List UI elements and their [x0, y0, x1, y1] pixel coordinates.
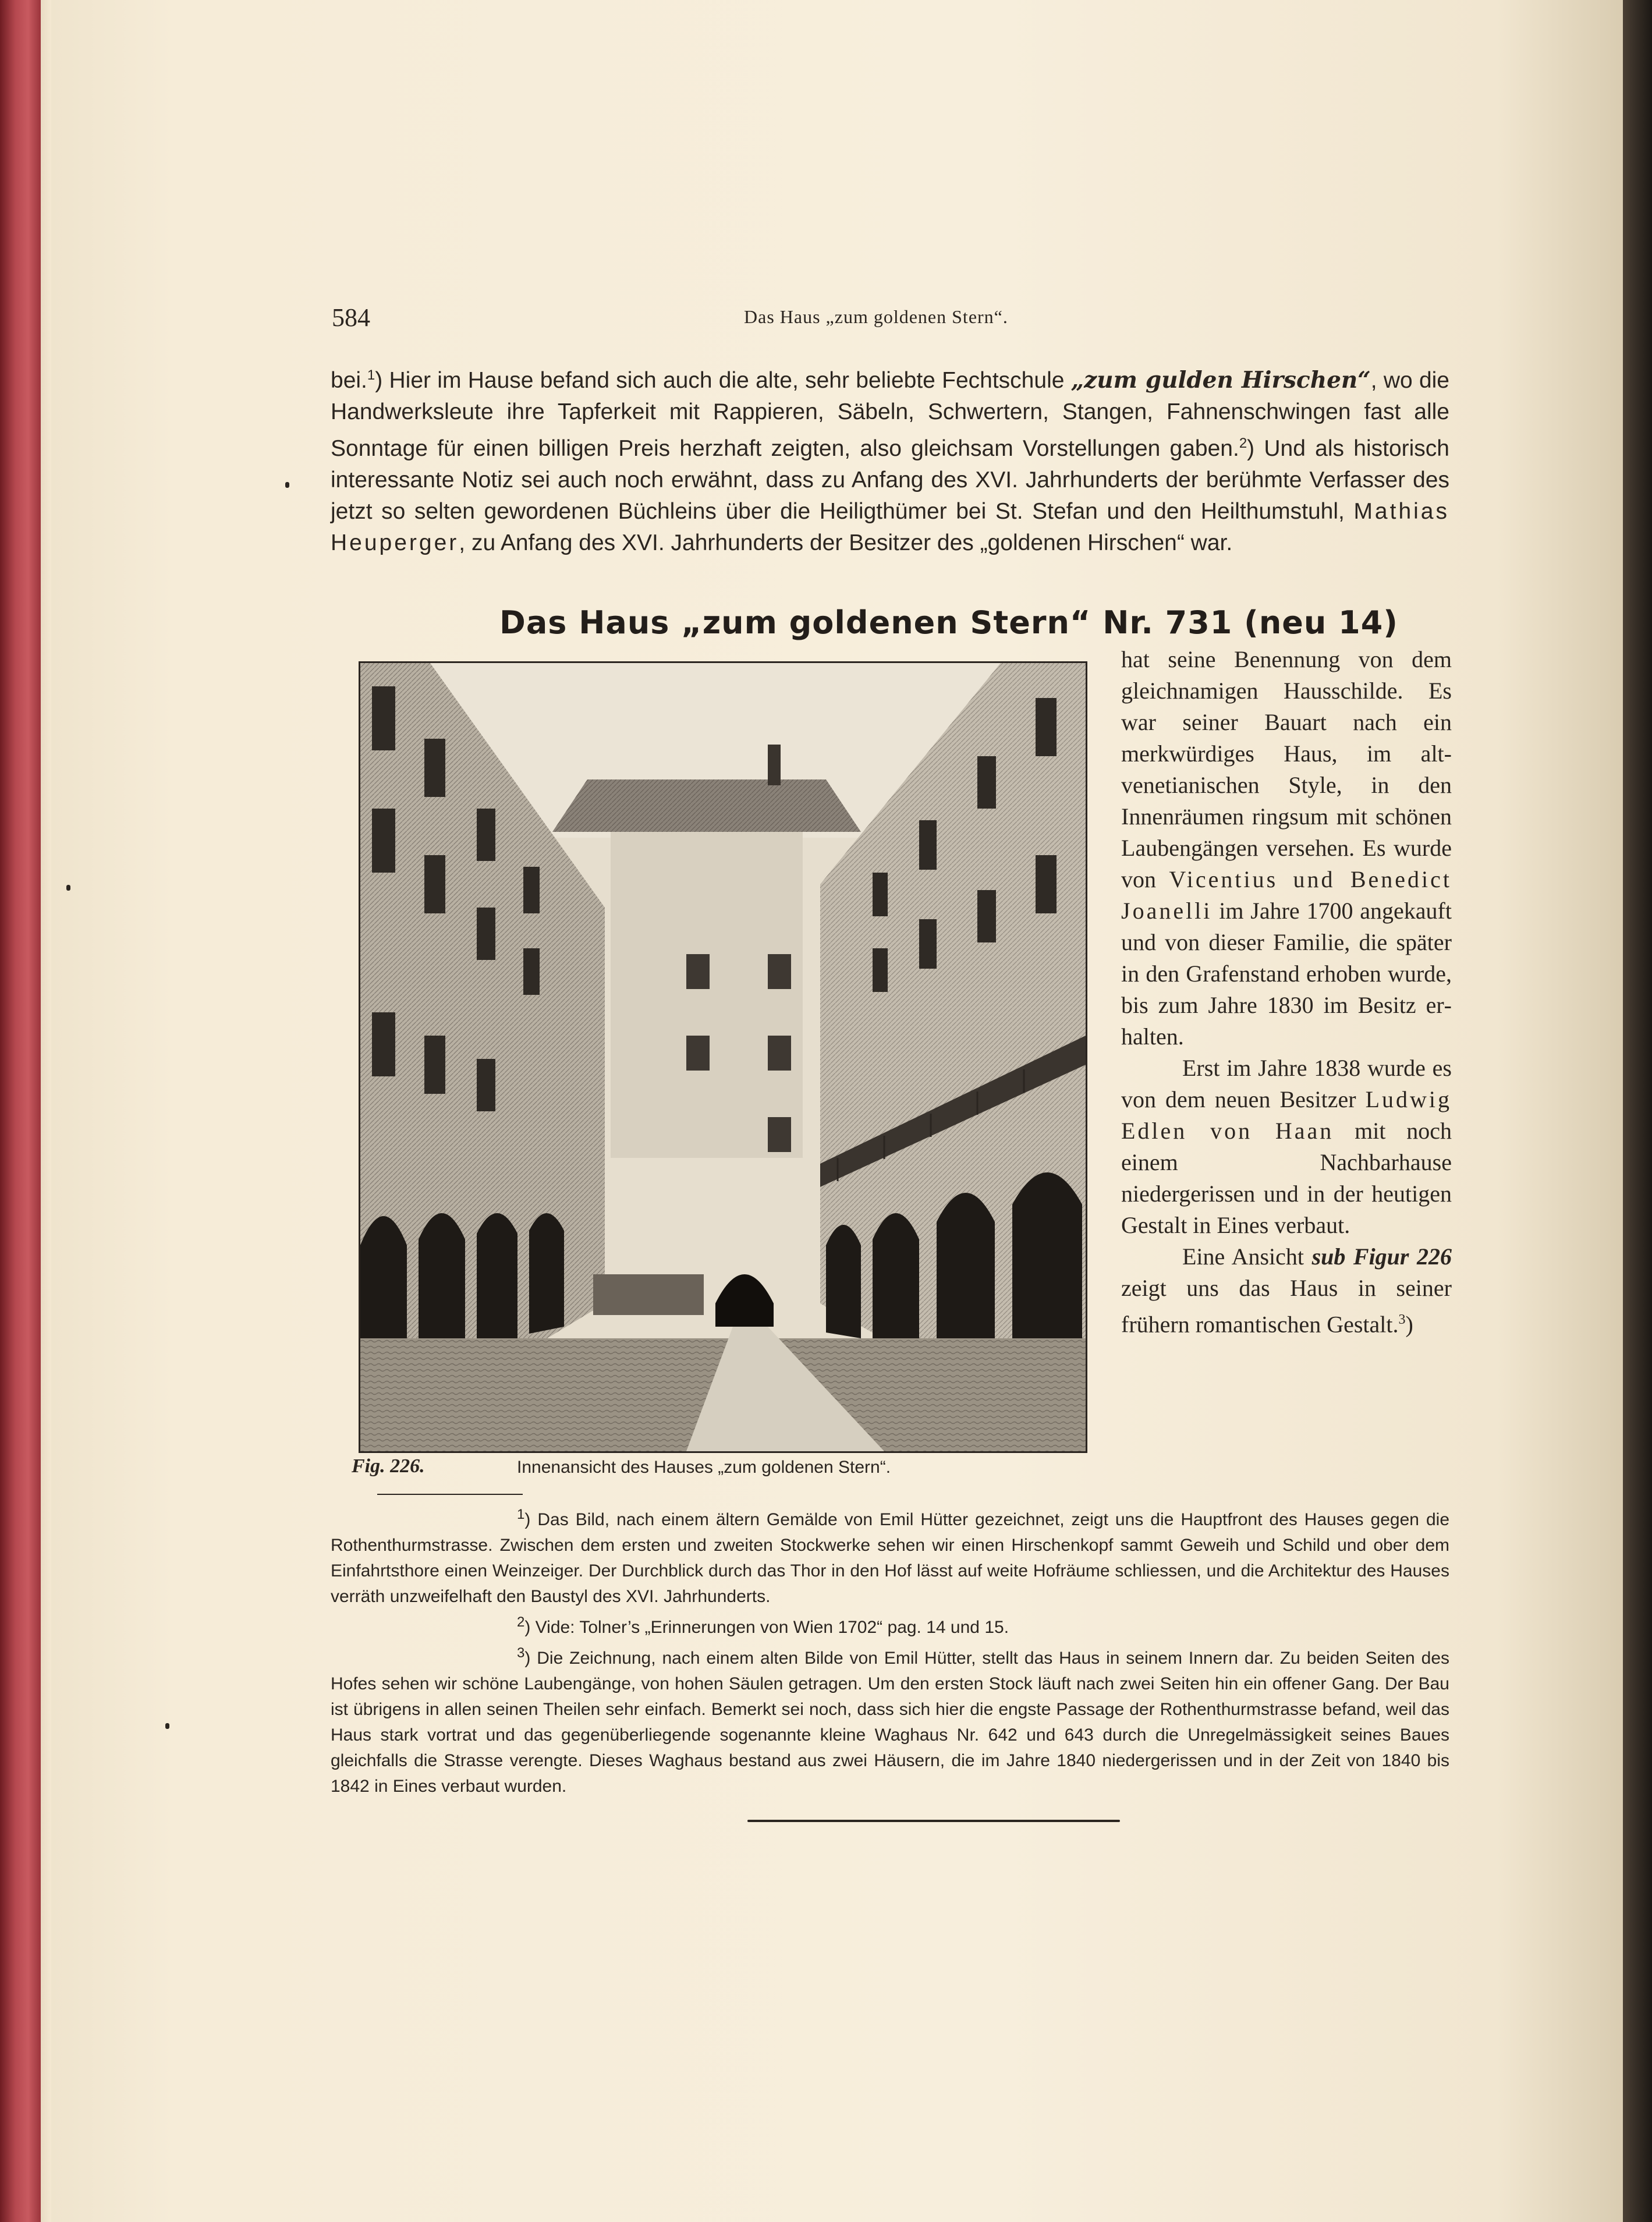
courtyard-illustration [360, 663, 1086, 1451]
ink-speck [285, 482, 289, 488]
book-binding-edge [0, 0, 51, 2222]
figure-label: Fig. 226. [352, 1455, 425, 1477]
right-column-text [1121, 644, 1452, 1340]
text-run: Erst im Jahre 1838 wurde es von dem neuen Besitzer [1121, 1055, 1452, 1112]
text-run: bei. [331, 368, 367, 393]
section-heading: Das Haus „zum goldenen Stern“ Nr. 731 (neu 14) [499, 604, 1398, 641]
text-run: mit noch einem Nachbarhause niedergerissen und in der heutigen Gestalt in Eines verbaut. [1121, 1118, 1452, 1238]
right-para-3 [1121, 1241, 1452, 1340]
text-run: hat seine Benennung von dem gleichnamigen Hausschilde. Es war seiner Bauart nach ein merkwürdiges Haus, im altvenetianischen Style, in den Innenräumen ringsum mit schönen Laubengängen versehen. Es wurde von [1121, 646, 1452, 892]
person-name: Ludwig Edlen von Haan [1121, 1086, 1452, 1144]
footnote-text: ) Die Zeichnung, nach einem alten Bilde von Emil Hütter, stellt das Haus in seinem Innern dar. Zu beiden Seiten des Hofes sehen wir schöne Laubengänge, von hohen Säulen getragen. Um den ersten Stock läuft nach zwei Seiten hin ein offener Gang. Der Bau ist übrigens in allen seinen Theilen sehr einfach. Bemerkt sei noch, dass sich hier die engste Passage der Rothenthurmstrasse befand, weil das Haus stark vortrat und das gegenüberliegende sogenannte kleine Waghaus Nr. 642 und 643 durch die Unregelmässigkeit seines Baues gleichfalls die Strasse verengte. Dieses Waghaus bestand aus zwei Häusern, die im Jahre 1840 niedergerissen und in der Zeit von 1840 bis 1842 in Eines verbaut wurden. [331, 1649, 1449, 1796]
ink-speck [66, 885, 70, 891]
intro-paragraph [331, 360, 1449, 559]
text-run: im Jahre 1700 angekauft und von dieser Familie, die später in den Grafenstand erhoben wurde, bis zum Jahre 1830 im Besitz erhalten. [1121, 898, 1452, 1050]
footnote-ref-3: 3 [1398, 1312, 1406, 1327]
right-para-1 [1121, 644, 1452, 1052]
text-run: ) Hier im Hause befand sich auch die alte, sehr beliebte Fechtschule [375, 368, 1071, 393]
footnote-ref-2: 2 [1239, 435, 1247, 451]
text-run: zeigt uns das Haus in seiner frühern romantischen Gestalt. [1121, 1275, 1452, 1338]
figure-reference: sub Figur 226 [1311, 1243, 1452, 1270]
footnote-1 [331, 1502, 1449, 1610]
footnote-mark: 1 [517, 1507, 525, 1522]
right-para-2 [1121, 1052, 1452, 1241]
text-run: , zu Anfang des XVI. Jahrhunderts der Besitzer des „goldenen Hirschen“ war. [459, 530, 1233, 555]
text-run: , wo die Handwerksleute ihre Tapferkeit mit Rappieren, Säbeln, Schwertern, Stangen, Fahnenschwingen fast alle Sonntage für einen billigen Preis herzhaft zeigten, also gleichsam Vorstellungen gaben. [331, 368, 1449, 461]
text-run: Eine Ansicht [1182, 1243, 1312, 1270]
text-run: ) Und als historisch interessante Notiz sei auch noch erwähnt, dass zu Anfang des XVI. Jahrhunderts der berühmte Verfasser des jetzt so selten gewordenen Büchleins über die Heiligthümer bei St. Stefan und den Heilthumstuhl, [331, 436, 1449, 524]
ink-speck [165, 1723, 169, 1729]
person-name: Mathias Heuperger [331, 499, 1449, 555]
footnote-text: ) Vide: Tolner’s „Erinnerungen von Wien 1702“ pag. 14 und 15. [524, 1618, 1009, 1637]
footnote-2 [331, 1610, 1449, 1640]
person-names: Vicentius und Benedict Joanelli [1121, 866, 1452, 924]
page-shadow [1623, 0, 1652, 2222]
running-title: Das Haus „zum goldenen Stern“. [744, 306, 1008, 327]
book-page [51, 0, 1623, 2222]
end-ornament-rule [747, 1820, 1120, 1822]
figure-caption: Innenansicht des Hauses „zum goldenen Stern“. [517, 1458, 891, 1477]
footnote-mark: 2 [517, 1614, 525, 1630]
footnote-3 [331, 1640, 1449, 1799]
fraktur-name: „zum gulden Hirschen“ [1070, 367, 1371, 394]
figure-engraving [359, 661, 1087, 1453]
footnote-text: ) Das Bild, nach einem ältern Gemälde von Emil Hütter gezeichnet, zeigt uns die Hauptfront des Hauses gegen die Rothenthurmstrasse. Zwischen dem ersten und zweiten Stockwerke sehen wir einen Hirschenkopf sammt Geweih und Schild und ober dem Einfahrtsthore einen Weinzeiger. Der Durchblick durch das Thor in den Hof lässt auf weite Hofräume schliessen, und die Architektur des Hauses verräth unzweifelhaft den Baustyl des XVI. Jahrhunderts. [331, 1510, 1449, 1606]
footnote-rule [377, 1494, 523, 1495]
footnote-ref-1: 1 [367, 367, 375, 383]
page-number: 584 [332, 303, 370, 332]
footnote-mark: 3 [517, 1645, 525, 1661]
text-run: ) [1405, 1311, 1413, 1338]
footnotes [331, 1502, 1449, 1799]
